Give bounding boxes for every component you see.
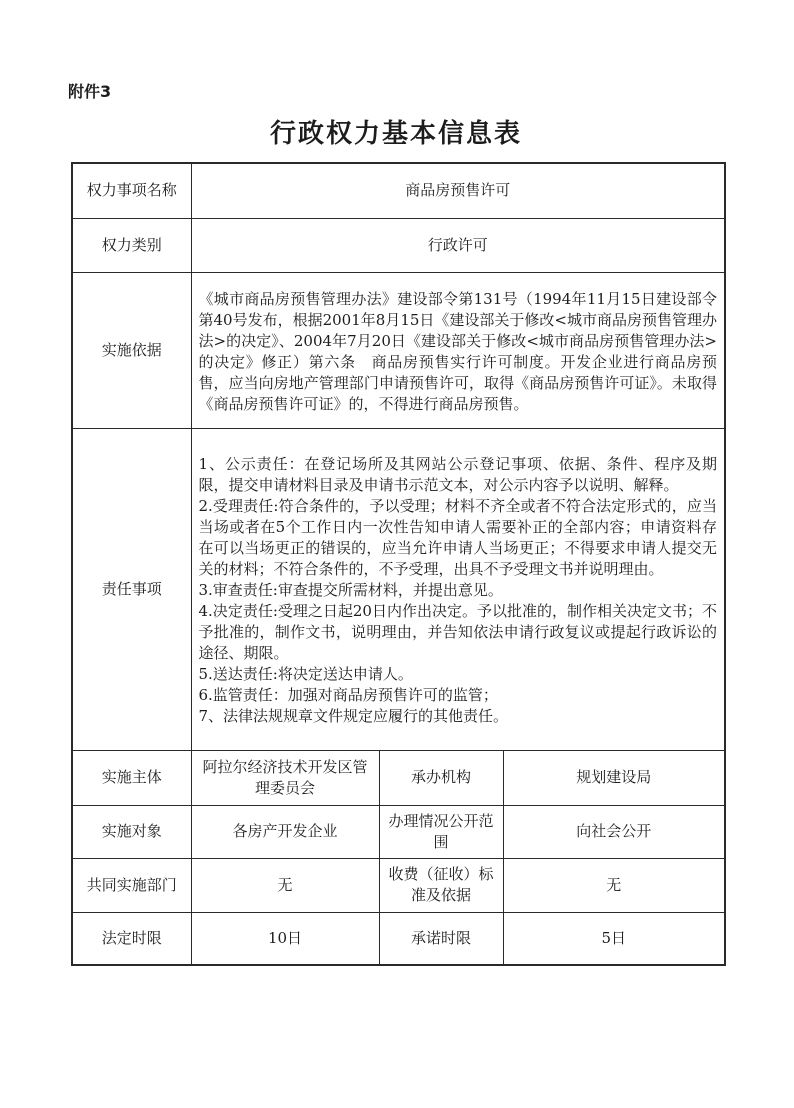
fee-standard-label: 收费（征收）标准及依据 bbox=[379, 858, 503, 912]
legal-basis-value: 《城市商品房预售管理办法》建设部令第131号（1994年11月15日建设部令第40号发布，根据2001年8月15日《建设部关于修改<城市商品房预售管理办法>的决定》、2004年7月20日《建设部关于修改<城市商品房预售管理办法>的决定》修正）第六条 商品房预售实行许可制度。开发企业进行商品房预售，应当向房地产管理部门申请预售许可，取得《商品房预售许可证》。未取得《商品房预售许可证》的，不得进行商品房预售。 bbox=[191, 272, 725, 428]
duties-label: 责任事项 bbox=[72, 428, 191, 750]
statutory-limit-label: 法定时限 bbox=[72, 912, 191, 965]
duty-item: 4.决定责任:受理之日起20日内作出决定。予以批准的，制作相关决定文书；不予批准的，制作文书，说明理由，并告知依法申请行政复议或提起行政诉讼的途径、期限。 bbox=[198, 602, 717, 662]
power-name-label: 权力事项名称 bbox=[72, 163, 191, 218]
power-type-label: 权力类别 bbox=[72, 218, 191, 272]
promised-limit-label: 承诺时限 bbox=[379, 912, 503, 965]
row-duties bbox=[72, 428, 725, 750]
duty-item: 5.送达责任:将决定送达申请人。 bbox=[198, 665, 413, 683]
legal-basis-label: 实施依据 bbox=[72, 272, 191, 428]
target-label: 实施对象 bbox=[72, 805, 191, 858]
attachment-label: 附件3 bbox=[68, 82, 112, 101]
disclosure-scope-value: 向社会公开 bbox=[503, 805, 725, 858]
page-title: 行政权力基本信息表 bbox=[269, 119, 522, 149]
fee-standard-value: 无 bbox=[503, 858, 725, 912]
handling-agency-value: 规划建设局 bbox=[503, 750, 725, 805]
handling-agency-label: 承办机构 bbox=[379, 750, 503, 805]
implementer-value: 阿拉尔经济技术开发区管理委员会 bbox=[191, 750, 379, 805]
joint-dept-value: 无 bbox=[191, 858, 379, 912]
power-type-value: 行政许可 bbox=[191, 218, 725, 272]
duty-item: 6.监管责任：加强对商品房预售许可的监管； bbox=[198, 686, 498, 704]
statutory-limit-value: 10日 bbox=[191, 912, 379, 965]
row-time-limit bbox=[72, 912, 725, 965]
row-joint-dept bbox=[72, 858, 725, 912]
duty-item: 7、法律法规规章文件规定应履行的其他责任。 bbox=[198, 707, 509, 725]
row-target bbox=[72, 805, 725, 858]
row-power-name bbox=[72, 163, 725, 218]
promised-limit-value: 5日 bbox=[503, 912, 725, 965]
duties-value bbox=[191, 428, 725, 750]
row-implementer bbox=[72, 750, 725, 805]
power-name-value: 商品房预售许可 bbox=[191, 163, 725, 218]
disclosure-scope-label: 办理情况公开范围 bbox=[379, 805, 503, 858]
target-value: 各房产开发企业 bbox=[191, 805, 379, 858]
implementer-label: 实施主体 bbox=[72, 750, 191, 805]
row-legal-basis bbox=[72, 272, 725, 428]
info-table bbox=[71, 162, 726, 966]
row-power-type bbox=[72, 218, 725, 272]
joint-dept-label: 共同实施部门 bbox=[72, 858, 191, 912]
duty-item: 2.受理责任:符合条件的，予以受理；材料不齐全或者不符合法定形式的，应当当场或者在5个工作日内一次性告知申请人需要补正的全部内容；申请资料存在可以当场更正的错误的，应当允许申请人当场更正；不得要求申请人提交无关的材料；不符合条件的，不予受理，出具不予受理文书并说明理由。 bbox=[198, 497, 717, 578]
duty-item: 3.审查责任:审查提交所需材料，并提出意见。 bbox=[198, 581, 503, 599]
duty-item: 1、公示责任：在登记场所及其网站公示登记事项、依据、条件、程序及期限，提交申请材料目录及申请书示范文本，对公示内容予以说明、解释。 bbox=[198, 455, 717, 494]
